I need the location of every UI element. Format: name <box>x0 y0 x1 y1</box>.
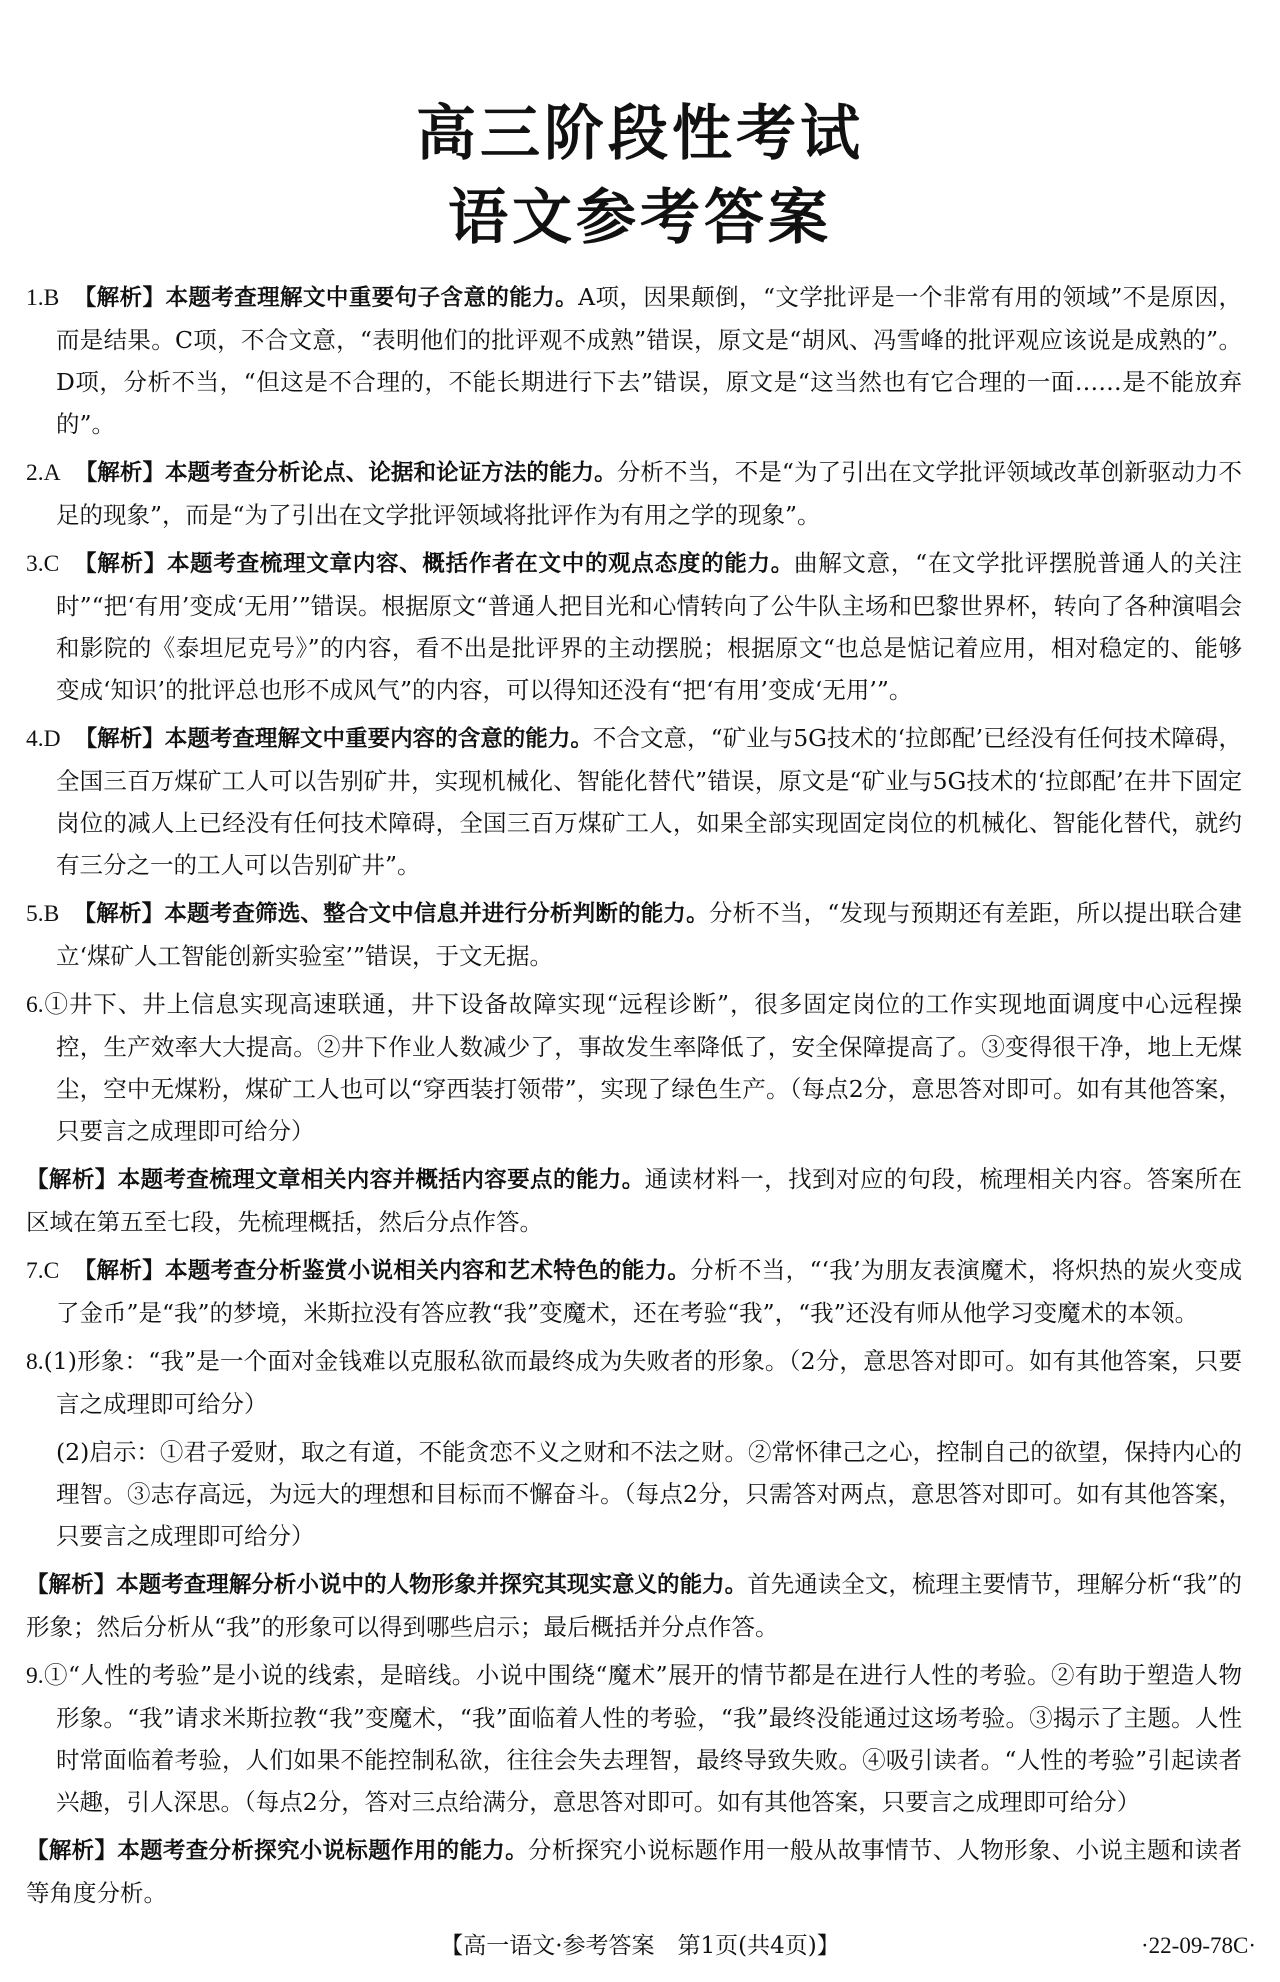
page-title: 高三阶段性考试 <box>416 99 864 169</box>
analysis-tag: 【解析】 <box>74 460 166 486</box>
item-number: 1. <box>26 285 44 311</box>
answer-item-1 <box>26 276 1242 445</box>
analysis-paragraph-9 <box>26 1829 1242 1914</box>
page-footer <box>0 1926 1280 1966</box>
analysis-tag: 【解析】 <box>73 901 165 927</box>
item-number: 8. <box>26 1349 44 1375</box>
item-number: 9. <box>26 1663 44 1689</box>
title-block <box>0 92 1280 260</box>
analysis-focus: 本题考查理解分析小说中的人物形象并探究其现实意义的能力。 <box>116 1572 748 1598</box>
item-answer: C <box>43 551 60 577</box>
item-number: 5. <box>26 901 44 927</box>
analysis-paragraph-6 <box>26 1158 1242 1243</box>
analysis-body: 分析探究小说标题作用一般从故事情节、人物形象、小说主题和读者等角度分析。 <box>26 1836 1242 1907</box>
item-answer: A <box>43 460 61 486</box>
page-subtitle: 语文参考答案 <box>448 183 832 253</box>
item-answer: B <box>43 285 60 311</box>
answer-item-3 <box>26 542 1242 711</box>
analysis-body: 分析不当，“‘我’为朋友表演魔术，将炽热的炭火变成了金币”是“我”的梦境，米斯拉没有答应教“我”变魔术，还在考验“我”，“我”还没有师从他学习变魔术的本领。 <box>56 1256 1242 1327</box>
analysis-paragraph-8 <box>26 1563 1242 1648</box>
item-answer: B <box>43 901 60 927</box>
answer-part-2: (2)启示：①君子爱财，取之有道，不能贪恋不义之财和不法之财。②常怀律己之心，控制自己的欲望，保持内心的理智。③志存高远，为远大的理想和目标而不懈奋斗。（每点2分，只需答对两点，意思答对即可。如有其他答案，只要言之成理即可给分） <box>56 1438 1242 1550</box>
answer-item-6 <box>26 983 1242 1152</box>
item-number: 6. <box>26 992 44 1018</box>
analysis-tag: 【解析】 <box>73 551 167 577</box>
analysis-tag: 【解析】 <box>26 1572 117 1598</box>
item-number: 2. <box>26 460 44 486</box>
answer-item-4 <box>26 717 1242 886</box>
item-answer: C <box>43 1258 60 1284</box>
analysis-body: 首先通读全文，梳理主要情节，理解分析“我”的形象；然后分析从“我”的形象可以得到哪些启示；最后概括并分点作答。 <box>26 1570 1242 1641</box>
item-number: 3. <box>26 551 44 577</box>
analysis-tag: 【解析】 <box>26 1838 118 1864</box>
answer-item-7 <box>26 1249 1242 1334</box>
item-answer: D <box>43 726 61 752</box>
answer-text: ①井下、井上信息实现高速联通，井下设备故障实现“远程诊断”，很多固定岗位的工作实现地面调度中心远程操控，生产效率大大提高。②井下作业人数减少了，事故发生率降低了，安全保障提高了。③变得很干净，地上无煤尘，空中无煤粉，煤矿工人也可以“穿西装打领带”，实现了绿色生产。（每点2分，意思答对即可。如有其他答案，只要言之成理即可给分） <box>43 990 1242 1145</box>
analysis-tag: 【解析】 <box>74 726 165 752</box>
analysis-focus: 本题考查梳理文章内容、概括作者在文中的观点态度的能力。 <box>166 551 794 577</box>
answer-item-8 <box>26 1340 1242 1425</box>
answer-item-2 <box>26 451 1242 536</box>
analysis-tag: 【解析】 <box>73 1258 165 1284</box>
analysis-focus: 本题考查理解文中重要内容的含意的能力。 <box>164 726 593 752</box>
answer-item-8-part-2 <box>26 1431 1242 1557</box>
analysis-focus: 本题考查分析论点、论据和论证方法的能力。 <box>165 460 617 486</box>
analysis-body: 不合文意，“矿业与5G技术的‘拉郎配’已经没有任何技术障碍，全国三百万煤矿工人可以告别矿井，实现机械化、智能化替代”错误，原文是“矿业与5G技术的‘拉郎配’在井下固定岗位的减人上已经没有任何技术障碍，全国三百万煤矿工人，如果全部实现固定岗位的机械化、智能化替代，就约有三分之一的工人可以告别矿井”。 <box>56 724 1242 879</box>
footer-code: ·22-09-78C· <box>1141 1933 1256 1958</box>
analysis-tag: 【解析】 <box>73 285 166 311</box>
answer-item-9 <box>26 1654 1242 1823</box>
analysis-body: 分析不当，“发现与预期还有差距，所以提出联合建立‘煤矿人工智能创新实验室’”错误，于文无据。 <box>56 899 1242 970</box>
analysis-body: A项，因果颠倒，“文学批评是一个非常有用的领域”不是原因，而是结果。C项，不合文意，“表明他们的批评观不成熟”错误，原文是“胡风、冯雪峰的批评观应该说是成熟的”。D项，分析不当，“但这是不合理的，不能长期进行下去”错误，原文是“这当然也有它合理的一面……是不能放弃的”。 <box>56 283 1242 438</box>
answer-part-1: (1)形象：“我”是一个面对金钱难以克服私欲而最终成为失败者的形象。（2分，意思答对即可。如有其他答案，只要言之成理即可给分） <box>43 1347 1242 1418</box>
analysis-body: 曲解文意，“在文学批评摆脱普通人的关注时”“把‘有用’变成‘无用’”错误。根据原文“普通人把目光和心情转向了公牛队主场和巴黎世界杯，转向了各种演唱会和影院的《泰坦尼克号》”的内容，看不出是批评界的主动摆脱；根据原文“也总是惦记着应用，相对稳定的、能够变成‘知识’的批评总也形不成风气”的内容，可以得知还没有“把‘有用’变成‘无用’”。 <box>56 549 1242 704</box>
analysis-focus: 本题考查分析探究小说标题作用的能力。 <box>117 1838 528 1864</box>
analysis-body: 通读材料一，找到对应的句段，梳理相关内容。答案所在区域在第五至七段，先梳理概括，然后分点作答。 <box>26 1165 1242 1236</box>
analysis-body: 分析不当，不是“为了引出在文学批评领域改革创新驱动力不足的现象”，而是“为了引出在文学批评领域将批评作为有用之学的现象”。 <box>56 458 1242 529</box>
analysis-focus: 本题考查分析鉴赏小说相关内容和艺术特色的能力。 <box>165 1258 691 1284</box>
item-number: 4. <box>26 726 44 752</box>
item-number: 7. <box>26 1258 44 1284</box>
footer-page-info: 【高一语文·参考答案 第1页(共4页)】 <box>440 1933 840 1959</box>
analysis-tag: 【解析】 <box>26 1167 118 1193</box>
answer-item-5 <box>26 892 1242 977</box>
analysis-focus: 本题考查理解文中重要句子含意的能力。 <box>165 285 579 311</box>
answer-list <box>26 276 1242 1920</box>
analysis-focus: 本题考查筛选、整合文中信息并进行分析判断的能力。 <box>164 901 709 927</box>
analysis-focus: 本题考查梳理文章相关内容并概括内容要点的能力。 <box>117 1167 645 1193</box>
answer-text: ①“人性的考验”是小说的线索，是暗线。小说中围绕“魔术”展开的情节都是在进行人性的考验。②有助于塑造人物形象。“我”请求米斯拉教“我”变魔术，“我”面临着人性的考验，“我”最终没能通过这场考验。③揭示了主题。人性时常面临着考验，人们如果不能控制私欲，往往会失去理智，最终导致失败。④吸引读者。“人性的考验”引起读者兴趣，引人深思。（每点2分，答对三点给满分，意思答对即可。如有其他答案，只要言之成理即可给分） <box>43 1661 1242 1816</box>
